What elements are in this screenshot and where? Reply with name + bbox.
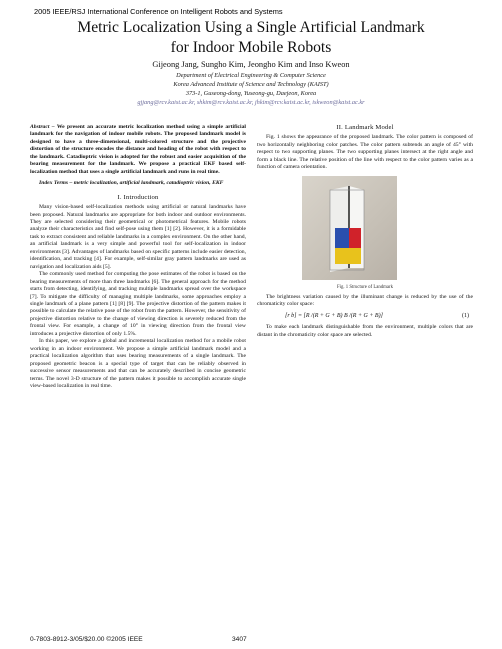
index-terms: Index Terms – metric localization, artificial landmark, catadioptric vision, EKF (39, 180, 224, 187)
affiliation-institute: Korea Advanced Institute of Science and Technology (KAIST) (173, 80, 329, 88)
landmark-yellow-patch (335, 248, 361, 264)
landmark-photo (302, 176, 397, 280)
abstract-label: Abstract (30, 124, 50, 130)
affiliation-dept: Department of Electrical Engineering & Computer Science (176, 72, 326, 79)
conference-header: 2005 IEEE/RSJ International Conference on Intelligent Robots and Systems (34, 7, 283, 16)
intro-paragraph-3: In this paper, we explore a global and incremental localization method for a mobile robot working in an indoor environment. We propose a simple artificial landmark model and a practical localization algorithm that uses bearing measurements of a single landmark. The proposed geometric beacon is a special type of target that can be reliably observed in successive sensor measurements and that can be accurately described in concise geometric terms. The novel 3-D structure of the pattern makes it possible to accomplish accurate single view-based localization in real time. (30, 338, 246, 389)
abstract (30, 124, 246, 176)
landmark-paragraph-1: Fig. 1 shows the appearance of the proposed landmark. The color pattern is composed of two horizontally neighboring color patches. The color pattern subtends an angle of 45° with respect to two supporting planes. The two supporting planes intersect at the right angle and form a black line. The relative position of the line with respect to the color pattern varies as a function of camera orientation. (257, 134, 473, 171)
figure-1 (257, 176, 473, 294)
paper-title (0, 18, 502, 58)
equation-1-body: [r b] = [R /(R + G + B) B /(R + G + B)] (285, 312, 383, 319)
affiliation-block (0, 72, 502, 108)
left-column (30, 124, 246, 390)
author-list: Gijeong Jang, Sungho Kim, Jeongho Kim and Inso Kweon (152, 60, 350, 69)
intro-paragraph-2: The commonly used method for computing the pose estimates of the robot is based on the bearing measurements of more than three landmarks [6]. The general approach for the method starts from detecting, identifying, and tracking multiple landmarks spread over the workspace [7]. To mitigate the difficulty of managing multiple landmarks, some approaches employ a single landmark of a plane pattern [1] [8] [9]. The projective distortion of the pattern makes it possible to calculate the relative pose of the robot from the pattern. However, the sensitivity of projective distortion relative to the change of viewing direction is severely reduced from the frontal view. For example, a change of 10° in viewing direction from the frontal view introduces a projective distortion of only 1.5%. (30, 271, 246, 337)
title-line-1: Metric Localization Using a Single Artificial Landmark (77, 19, 425, 36)
footer-page-number: 3407 (232, 636, 247, 643)
figure-1-caption: Fig. 1 Structure of Landmark (336, 284, 394, 290)
intro-paragraph-1: Many vision-based self-localization methods using artificial or natural landmarks have been proposed. Natural landmarks are appropriate for both indoor and outdoor environments. They are selected considering their geometrical or photometrical features. Mobile robots analyze their characteristics and find self-pose using them [1] [2]. However, it is a formidable task to extract consistent and reliable landmarks in a complex environment. On the other hand, an artificial landmark is a very simple and powerful tool for self-localization in indoor environments [3]. Advantages of landmarks based on specific patterns include easier detection, identification, and tracking [4]. For example, self-similar gray pattern landmarks are used as navigation and localization aids [5]. (30, 204, 246, 270)
landmark-red-patch (349, 228, 361, 248)
landmark-paragraph-3: To make each landmark distinguishable from the environment, multiple colors that are distant in the chromaticity color space are selected. (257, 324, 473, 338)
right-column (257, 124, 473, 339)
title-line-2: for Indoor Mobile Robots (170, 39, 332, 56)
landmark-paragraph-2: The brightness variation caused by the illuminant change is reduced by the use of the chromaticity color space: (257, 293, 473, 308)
abstract-text: – We present an accurate metric localization method using a simple artificial landmark for the navigation of indoor mobile robots. The proposed landmark model is designed to have a three-dimensional, multi-colored structure and the projective distortion of the structure encodes the distance and heading of the robot with respect to the landmark. Catadioptric vision is adopted for the robust and easier acquisition of the bearing measurement for the landmark. We propose a practical EKF based self-localization method that uses a single artificial landmark and runs in real time. (30, 124, 246, 175)
equation-1-number: (1) (462, 312, 469, 319)
landmark-blue-patch (335, 228, 349, 248)
equation-1 (257, 313, 473, 320)
affiliation-address: 373-1, Guseong-dong, Yuseong-gu, Daejeon, Korea (185, 89, 317, 97)
section-heading-landmark-model: II. Landmark Model (336, 124, 394, 131)
author-emails: gjjang@rcv.kaist.ac.kr, shkim@rcv.kaist.ac.kr, jhkim@rcv.kaist.ac.kr, iskweon@kaist.ac.kr (137, 98, 365, 106)
footer-isbn: 0-7803-8912-3/05/$20.00 ©2005 IEEE (30, 636, 143, 643)
section-heading-introduction: I. Introduction (117, 193, 159, 201)
